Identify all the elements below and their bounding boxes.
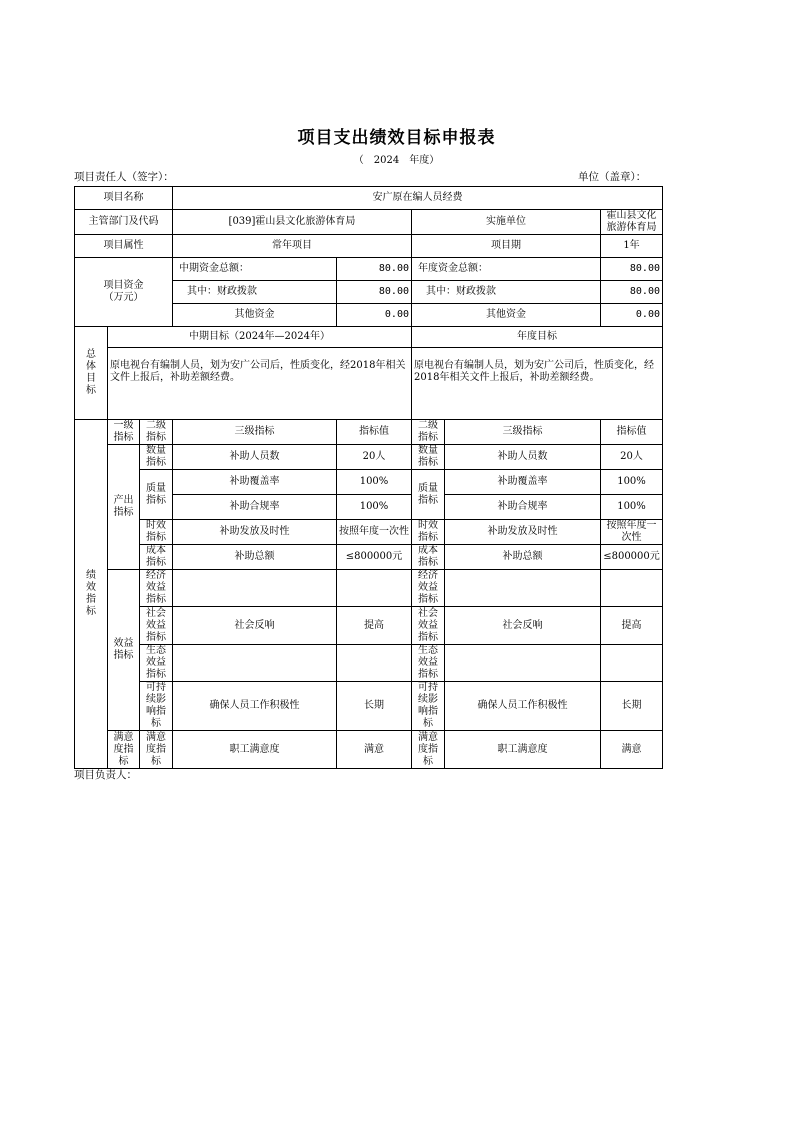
indicator-value-empty: [337, 570, 412, 607]
indicator-name-year: 确保人员工作积极性: [445, 682, 601, 731]
header-level3-year: 三级指标: [445, 420, 601, 445]
cat-quality-year: 质量 指标: [412, 470, 445, 520]
performance-goal-form: [74, 186, 663, 769]
indicator-name: 补助合规率: [173, 495, 337, 520]
indicator-value-empty-year: [601, 570, 663, 607]
cat-social-year: 社会 效益 指标: [412, 607, 445, 645]
mid-goal-text: 原电视台有编制人员，划为安广公司后，性质变化，经2018年相关文件上报后，补助差额经费。: [108, 348, 412, 420]
year-goal-text: 原电视台有编制人员，划为安广公司后，性质变化，经2018年相关文件上报后，补助差额经费。: [412, 348, 663, 420]
cat-quantity-year: 数量 指标: [412, 445, 445, 470]
cat-economic-year: 经济 效益 指标: [412, 570, 445, 607]
indicator-name: 社会反响: [173, 607, 337, 645]
benefit-indicator-label: 效益 指标: [108, 570, 140, 731]
unit-seal-label: 单位（盖章）：: [578, 171, 647, 183]
indicator-value: 100%: [337, 495, 412, 520]
indicator-name-year: 补助合规率: [445, 495, 601, 520]
attr-value: 常年项目: [173, 235, 412, 258]
dept-value: [039]霍山县文化旅游体育局: [173, 210, 412, 235]
cat-timeliness: 时效 指标: [140, 520, 173, 545]
cat-quantity: 数量 指标: [140, 445, 173, 470]
indicator-value-year: 100%: [601, 495, 663, 520]
cat-timeliness-year: 时效 指标: [412, 520, 445, 545]
header-level2-year: 二级 指标: [412, 420, 445, 445]
cat-ecological-year: 生态 效益 指标: [412, 645, 445, 682]
indicator-name: 补助总额: [173, 545, 337, 570]
cat-sustainable: 可持 续影 响指 标: [140, 682, 173, 731]
cat-cost: 成本 指标: [140, 545, 173, 570]
cat-social: 社会 效益 指标: [140, 607, 173, 645]
impl-unit-label: 实施单位: [412, 210, 601, 235]
header-level3: 三级指标: [173, 420, 337, 445]
performance-indicator-label: 绩 效 指 标: [75, 420, 108, 769]
year-goal-header: 年度目标: [412, 327, 663, 348]
impl-unit-value: 霍山县文化旅游体育局: [601, 210, 663, 235]
indicator-name-empty: [173, 645, 337, 682]
year-fiscal-label: 其中：财政拨款: [412, 281, 601, 304]
indicator-name-empty-year: [445, 570, 601, 607]
year-total-value: 80.00: [601, 258, 663, 281]
indicator-name: 确保人员工作积极性: [173, 682, 337, 731]
indicator-name: 补助人员数: [173, 445, 337, 470]
indicator-value-year: 满意: [601, 731, 663, 769]
signer-label: 项目责任人（签字）：: [74, 171, 174, 183]
dept-label: 主管部门及代码: [75, 210, 173, 235]
header-value: 指标值: [337, 420, 412, 445]
indicator-value: ≤800000元: [337, 545, 412, 570]
cat-ecological: 生态 效益 指标: [140, 645, 173, 682]
header-level1: 一级 指标: [108, 420, 140, 445]
indicator-name-year: 补助覆盖率: [445, 470, 601, 495]
indicator-value: 提高: [337, 607, 412, 645]
indicator-value-year: ≤800000元: [601, 545, 663, 570]
cat-economic: 经济 效益 指标: [140, 570, 173, 607]
indicator-name-empty-year: [445, 645, 601, 682]
mid-fiscal-value: 80.00: [337, 281, 412, 304]
project-name-label: 项目名称: [75, 187, 173, 210]
indicator-value-year: 按照年度一次性: [601, 520, 663, 545]
indicator-name-year: 职工满意度: [445, 731, 601, 769]
cat-cost-year: 成本 指标: [412, 545, 445, 570]
mid-other-label: 其他资金: [173, 304, 337, 327]
indicator-value-empty-year: [601, 645, 663, 682]
indicator-name-year: 社会反响: [445, 607, 601, 645]
indicator-name-year: 补助人员数: [445, 445, 601, 470]
cat-quality: 质量 指标: [140, 470, 173, 520]
indicator-name: 补助发放及时性: [173, 520, 337, 545]
indicator-value-year: 100%: [601, 470, 663, 495]
year-total-label: 年度资金总额：: [412, 258, 601, 281]
indicator-value-year: 提高: [601, 607, 663, 645]
overall-goal-label: 总 体 目 标: [75, 327, 108, 420]
header-value-year: 指标值: [601, 420, 663, 445]
indicator-name: 补助覆盖率: [173, 470, 337, 495]
mid-other-value: 0.00: [337, 304, 412, 327]
indicator-value-empty: [337, 645, 412, 682]
year-subtitle: （ 2024 年度）: [353, 155, 440, 166]
indicator-name-empty: [173, 570, 337, 607]
indicator-value: 按照年度一次性: [337, 520, 412, 545]
indicator-value-year: 20人: [601, 445, 663, 470]
period-value: 1年: [601, 235, 663, 258]
page-title: 项目支出绩效目标申报表: [297, 128, 496, 148]
indicator-value: 满意: [337, 731, 412, 769]
cat-sustainable-year: 可持 续影 响指 标: [412, 682, 445, 731]
satisfaction-indicator-label: 满意 度指 标: [108, 731, 140, 769]
indicator-value: 20人: [337, 445, 412, 470]
year-other-label: 其他资金: [412, 304, 601, 327]
cat-satisfaction-year: 满意 度指 标: [412, 731, 445, 769]
attr-label: 项目属性: [75, 235, 173, 258]
year-other-value: 0.00: [601, 304, 663, 327]
mid-total-value: 80.00: [337, 258, 412, 281]
output-indicator-label: 产出 指标: [108, 445, 140, 570]
mid-goal-header: 中期目标（2024年—2024年）: [108, 327, 412, 348]
header-level2: 二级 指标: [140, 420, 173, 445]
funds-label: 项目资金 （万元）: [75, 258, 173, 327]
indicator-name-year: 补助总额: [445, 545, 601, 570]
indicator-name-year: 补助发放及时性: [445, 520, 601, 545]
project-lead-label: 项目负责人：: [74, 769, 137, 781]
period-label: 项目期: [412, 235, 601, 258]
indicator-value: 100%: [337, 470, 412, 495]
indicator-name: 职工满意度: [173, 731, 337, 769]
cat-satisfaction: 满意 度指 标: [140, 731, 173, 769]
indicator-value-year: 长期: [601, 682, 663, 731]
year-fiscal-value: 80.00: [601, 281, 663, 304]
project-name-value: 安广原在编人员经费: [173, 187, 663, 210]
mid-fiscal-label: 其中：财政拨款: [173, 281, 337, 304]
mid-total-label: 中期资金总额：: [173, 258, 337, 281]
indicator-value: 长期: [337, 682, 412, 731]
